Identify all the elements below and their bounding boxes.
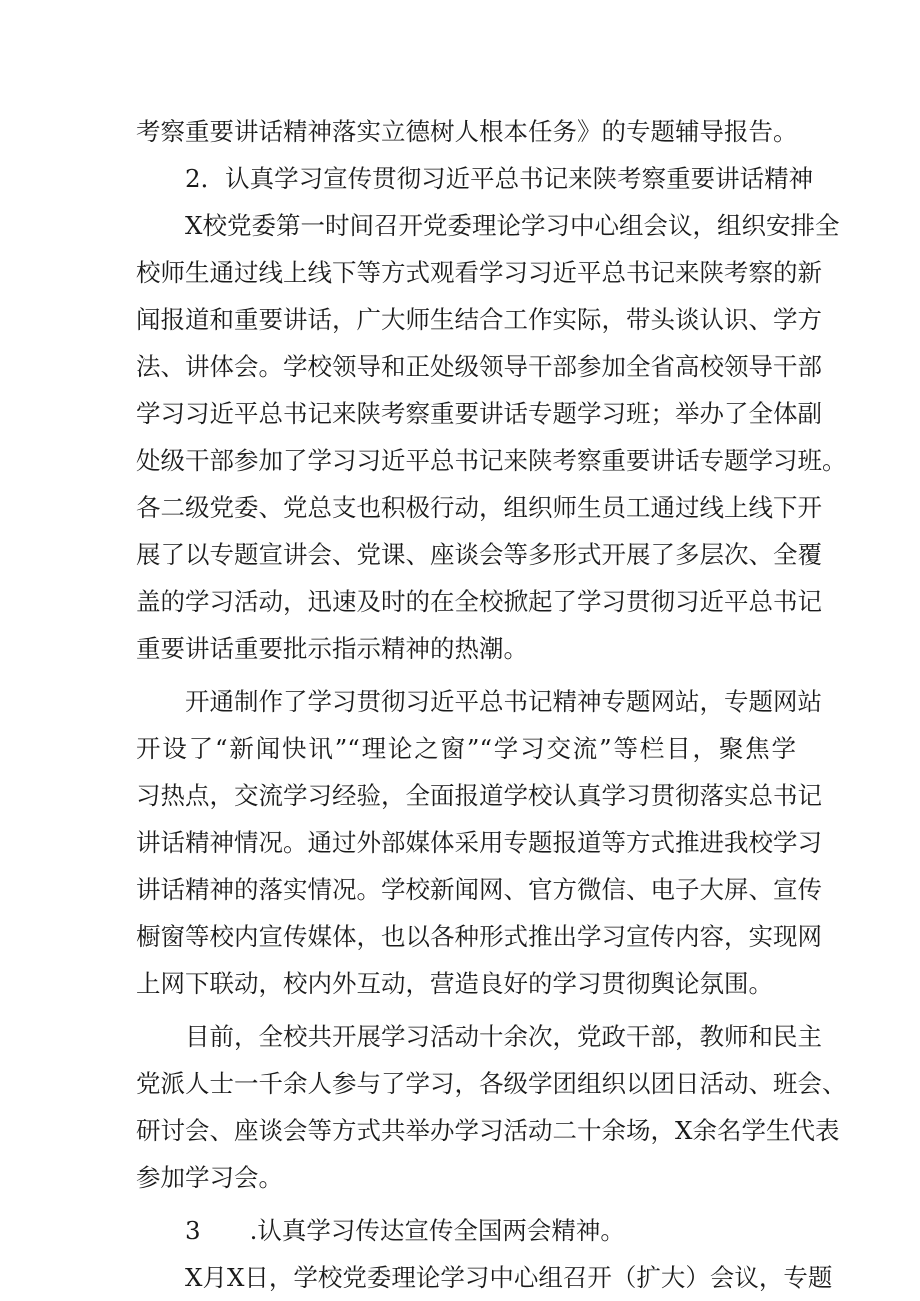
text-line: 讲话精神情况。通过外部媒体采用专题报道等方式推进我校学习 xyxy=(136,828,822,857)
text-line: 展了以专题宣讲会、党课、座谈会等多形式开展了多层次、全覆 xyxy=(136,540,822,569)
text-line: 参加学习会。 xyxy=(136,1163,283,1192)
text-line: 各二级党委、党总支也积极行动，组织师生员工通过线上线下开 xyxy=(136,493,822,522)
text-line: 研讨会、座谈会等方式共举办学习活动二十余场，X余名学生代表 xyxy=(136,1116,840,1145)
text-line: 处级干部参加了学习习近平总书记来陕考察重要讲话专题学习班。 xyxy=(136,446,847,475)
text-line: 开设了“新闻快讯”“理论之窗”“学习交流”等栏目，聚焦学 xyxy=(136,734,796,763)
text-line: 橱窗等校内宣传媒体，也以各种形式推出学习宣传内容，实现网 xyxy=(136,922,822,951)
text-line: 目前，全校共开展学习活动十余次，党政干部，教师和民主 xyxy=(185,1022,822,1051)
text-line: 学习习近平总书记来陕考察重要讲话专题学习班；举办了全体副 xyxy=(136,399,822,428)
text-line: 重要讲话重要批示指示精神的热潮。 xyxy=(136,634,528,663)
text-line: 考察重要讲话精神落实立德树人根本任务》的专题辅导报告。 xyxy=(136,117,798,146)
text-line: X月X日，学校党委理论学习中心组召开（扩大）会议，专题 xyxy=(185,1263,833,1292)
text-line: 讲话精神的落实情况。学校新闻网、官方微信、电子大屏、宣传 xyxy=(136,875,822,904)
text-line: 党派人士一千余人参与了学习，各级学团组织以团日活动、班会、 xyxy=(136,1069,847,1098)
document-body xyxy=(136,108,847,1301)
text-line: 法、讲体会。学校领导和正处级领导干部参加全省高校领导干部 xyxy=(136,352,822,381)
text-line: 开通制作了学习贯彻习近平总书记精神专题网站，专题网站 xyxy=(185,687,822,716)
text-line: 习热点，交流学习经验，全面报道学校认真学习贯彻落实总书记 xyxy=(136,781,822,810)
text-line: 校师生通过线上线下等方式观看学习习近平总书记来陕考察的新 xyxy=(136,258,822,287)
section-heading: 2．认真学习宣传贯彻习近平总书记来陕考察重要讲话精神 xyxy=(185,164,814,193)
text-line: 盖的学习活动，迅速及时的在全校掀起了学习贯彻习近平总书记 xyxy=(136,587,822,616)
text-line: 闻报道和重要讲话，广大师生结合工作实际，带头谈认识、学方 xyxy=(136,305,822,334)
text-line: 上网下联动，校内外互动，营造良好的学习贯彻舆论氛围。 xyxy=(136,969,773,998)
text-line: X校党委第一时间召开党委理论学习中心组会议，组织安排全 xyxy=(185,211,840,240)
section-heading: 3 .认真学习传达宣传全国两会精神。 xyxy=(185,1216,625,1245)
